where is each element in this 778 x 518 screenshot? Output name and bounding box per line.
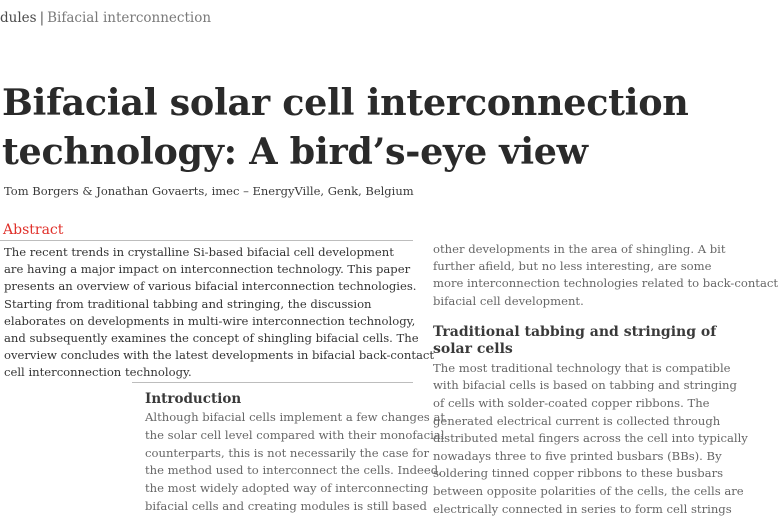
article-title [2,78,689,176]
abstract-top-divider [0,240,413,241]
introduction-line: the most widely adopted way of interconnecting [145,481,429,496]
section-heading [433,323,717,359]
abstract-line: overview concludes with the latest developments in bifacial back-contact [4,348,435,363]
section-line: nowadays three to five printed busbars (BBs). By [433,448,722,463]
section-heading-line: Traditional tabbing and stringing of [433,323,717,340]
section-line: generated electrical current is collected through [433,413,721,428]
title-line: technology: A bird’s-eye view [2,130,588,173]
abstract-heading: Abstract [3,222,64,238]
section-line: electrically connected in series to form cell strings [433,501,732,516]
section-line: distributed metal fingers across the cell into typically [433,431,748,446]
continuation-text [433,241,778,310]
breadcrumb-section[interactable]: Bifacial interconnection [47,10,212,26]
section-line: with bifacial cells is based on tabbing and stringing [433,378,737,393]
section-line: between opposite polarities of the cells, the cells are [433,483,744,498]
abstract-bottom-divider [132,382,413,383]
abstract-line: presents an overview of various bifacial interconnection technologies. [4,279,417,294]
continuation-line: further afield, but no less interesting, are some [433,259,712,274]
introduction-line: counterparts, this is not necessarily the case for [145,445,430,460]
abstract-line: and subsequently examines the concept of shingling bifacial cells. The [4,331,419,346]
section-body [433,360,748,518]
introduction-line: bifacial cells and creating modules is still based [145,498,427,513]
abstract-line: Starting from traditional tabbing and stringing, the discussion [4,296,372,311]
introduction-heading: Introduction [145,391,242,407]
introduction-line: the solar cell level compared with their monofacial [145,427,445,442]
abstract-body [4,244,435,382]
continuation-line: bifacial cell development. [433,293,584,308]
introduction-section [145,390,446,516]
introduction-body [145,409,446,516]
introduction-line: Although bifacial cells implement a few changes at [145,410,446,424]
introduction-line: the method used to interconnect the cells. Indeed, [145,463,442,478]
continuation-line: more interconnection technologies related to back-contact [433,276,778,291]
section-line: of cells with solder-coated copper ribbons. The [433,396,710,410]
abstract-line: are having a major impact on interconnection technology. This paper [4,262,411,277]
breadcrumb [0,10,211,26]
abstract-line: cell interconnection technology. [4,365,192,380]
breadcrumb-separator: | [39,10,45,26]
title-line: Bifacial solar cell interconnection [2,81,689,124]
section-heading-line: solar cells [433,341,513,358]
continuation-line: other developments in the area of shingling. A bit [433,242,726,256]
right-column [433,241,778,518]
section-line: soldering tinned copper ribbons to these busbars [433,466,724,481]
abstract-section [0,220,435,382]
breadcrumb-parent[interactable]: dules [0,10,37,26]
article-authors: Tom Borgers & Jonathan Govaerts, imec – EnergyVille, Genk, Belgium [4,184,414,198]
section-line: The most traditional technology that is compatible [433,360,731,375]
abstract-line: The recent trends in crystalline Si-based bifacial cell development [4,245,394,259]
abstract-line: elaborates on developments in multi-wire interconnection technology, [4,313,416,328]
